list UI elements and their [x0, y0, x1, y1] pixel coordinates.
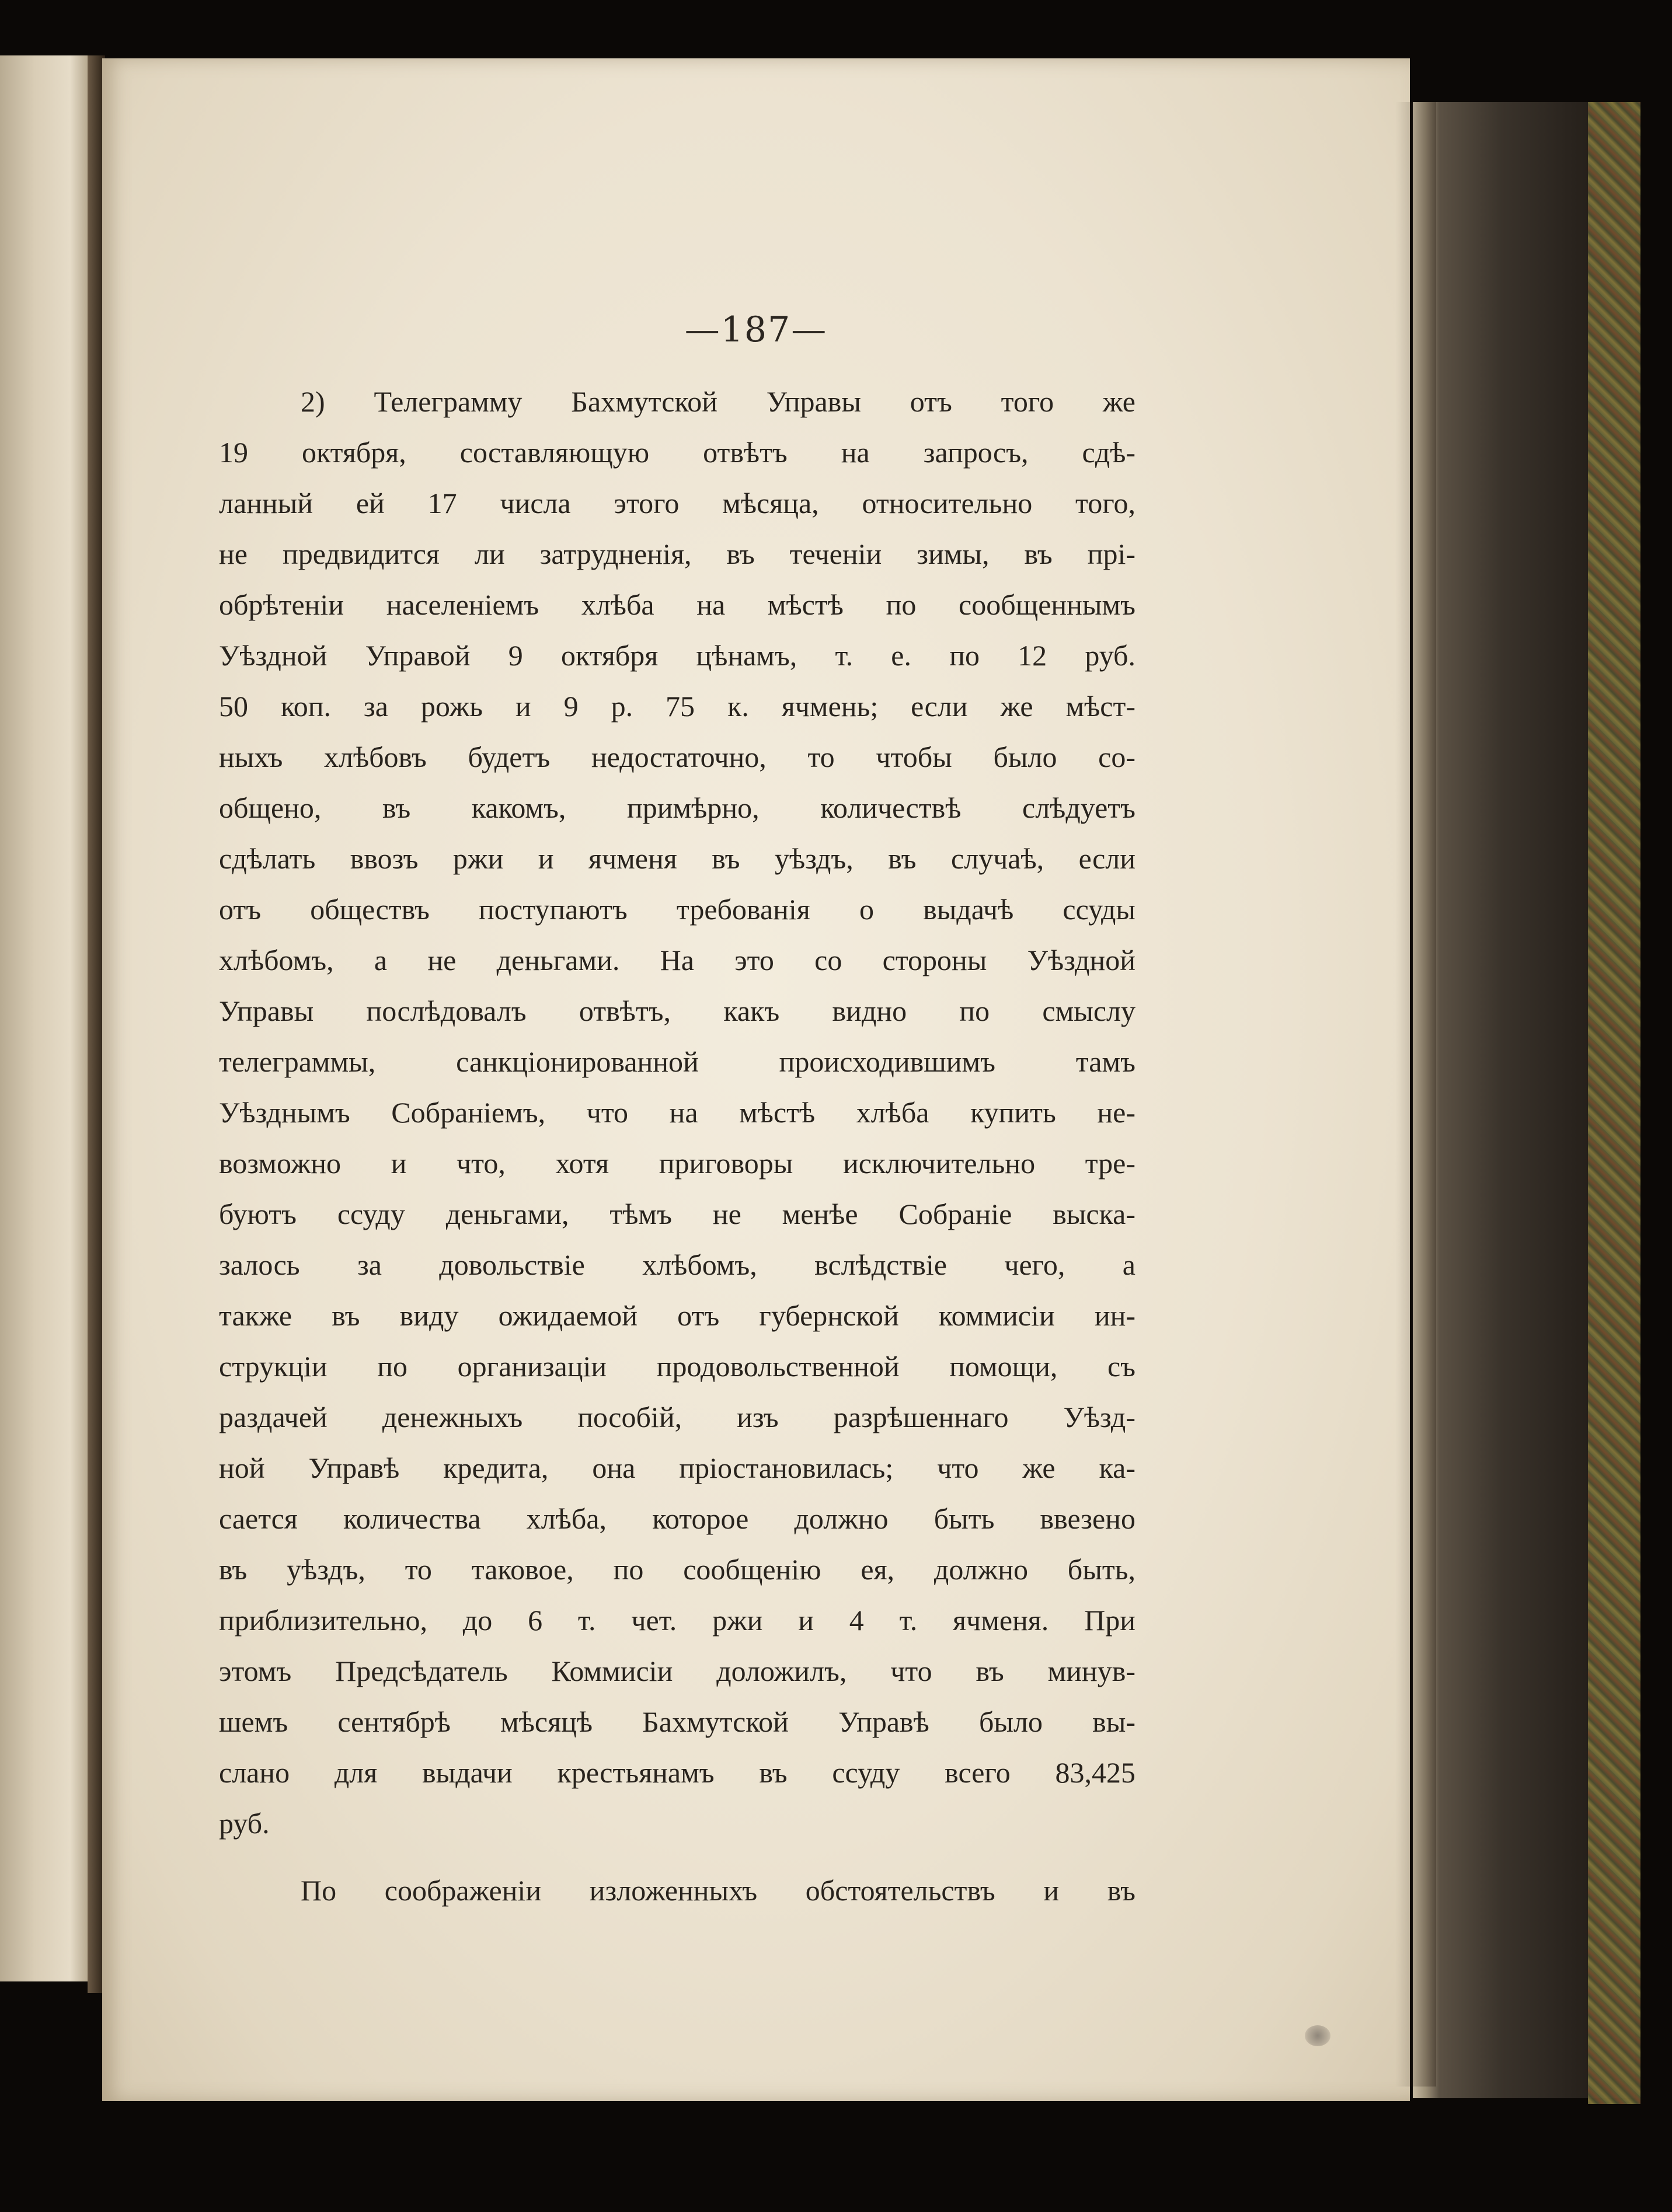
- text-line: въ уѣздъ, то таковое, по сообщенію ея, должно быть,: [219, 1553, 1135, 1586]
- text-line: возможно и что, хотя приговоры исключительно тре-: [219, 1147, 1135, 1180]
- text-line: 2) Телеграмму Бахмутской Управы отъ того же: [301, 385, 1135, 418]
- text-line: 19 октября, составляющую отвѣтъ на запросъ, сдѣ-: [219, 436, 1135, 469]
- text-line: ной Управѣ кредита, она пріостановилась; что же ка-: [219, 1452, 1135, 1484]
- text-line: раздачей денежныхъ пособій, изъ разрѣшеннаго Уѣзд-: [219, 1401, 1135, 1433]
- text-line: этомъ Предсѣдатель Коммисіи доложилъ, что въ минув-: [219, 1655, 1135, 1687]
- page-edge-shadow: [1395, 102, 1436, 2087]
- page-text: [219, 376, 1135, 1916]
- text-line: буютъ ссуду деньгами, тѣмъ не менѣе Собраніе выска-: [219, 1198, 1135, 1230]
- text-line: Уѣзднымъ Собраніемъ, что на мѣстѣ хлѣба купить не-: [219, 1096, 1135, 1129]
- text-line: руб.: [219, 1807, 270, 1840]
- text-line: также въ виду ожидаемой отъ губернской коммисіи ин-: [219, 1299, 1135, 1332]
- text-line: 50 коп. за рожь и 9 р. 75 к. ячмень; если же мѣст-: [219, 690, 1135, 723]
- text-line: телеграммы, санкціонированной происходившимъ тамъ: [219, 1045, 1135, 1078]
- previous-page-edge: [0, 55, 88, 1981]
- text-line: приблизительно, до 6 т. чет. ржи и 4 т. ячменя. При: [219, 1604, 1135, 1637]
- text-line: хлѣбомъ, а не деньгами. На это со стороны Уѣздной: [219, 944, 1135, 976]
- book-page: [102, 58, 1410, 2101]
- text-line: общено, въ какомъ, примѣрно, количествѣ слѣдуетъ: [219, 791, 1135, 824]
- ink-blot: [1305, 2025, 1330, 2046]
- text-line: обрѣтеніи населеніемъ хлѣба на мѣстѣ по сообщеннымъ: [219, 588, 1135, 621]
- text-line: ныхъ хлѣбовъ будетъ недостаточно, то чтобы было со-: [219, 741, 1135, 773]
- page-number: —187—: [684, 309, 828, 350]
- text-line: залось за довольствіе хлѣбомъ, вслѣдствіе чего, а: [219, 1248, 1135, 1281]
- text-line: Управы послѣдовалъ отвѣтъ, какъ видно по смыслу: [219, 995, 1135, 1027]
- text-line: слано для выдачи крестьянамъ въ ссуду всего 83,425: [219, 1756, 1135, 1789]
- marbled-cover-edge: [1588, 102, 1640, 2104]
- text-line: сдѣлать ввозъ ржи и ячменя въ уѣздъ, въ случаѣ, если: [219, 842, 1135, 875]
- text-line: сается количества хлѣба, которое должно быть ввезено: [219, 1502, 1135, 1535]
- text-line: ланный ей 17 числа этого мѣсяца, относительно того,: [219, 487, 1135, 519]
- text-line: шемъ сентябрѣ мѣсяцѣ Бахмутской Управѣ было вы-: [219, 1705, 1135, 1738]
- text-line: не предвидится ли затрудненія, въ теченіи зимы, въ прі-: [219, 538, 1135, 570]
- text-line: струкціи по организаціи продовольственной помощи, съ: [219, 1350, 1135, 1383]
- text-line: отъ обществъ поступаютъ требованія о выдачѣ ссуды: [219, 893, 1135, 926]
- text-line: По соображеніи изложенныхъ обстоятельствъ и въ: [301, 1874, 1135, 1907]
- text-line: Уѣздной Управой 9 октября цѣнамъ, т. е. по 12 руб.: [219, 639, 1135, 672]
